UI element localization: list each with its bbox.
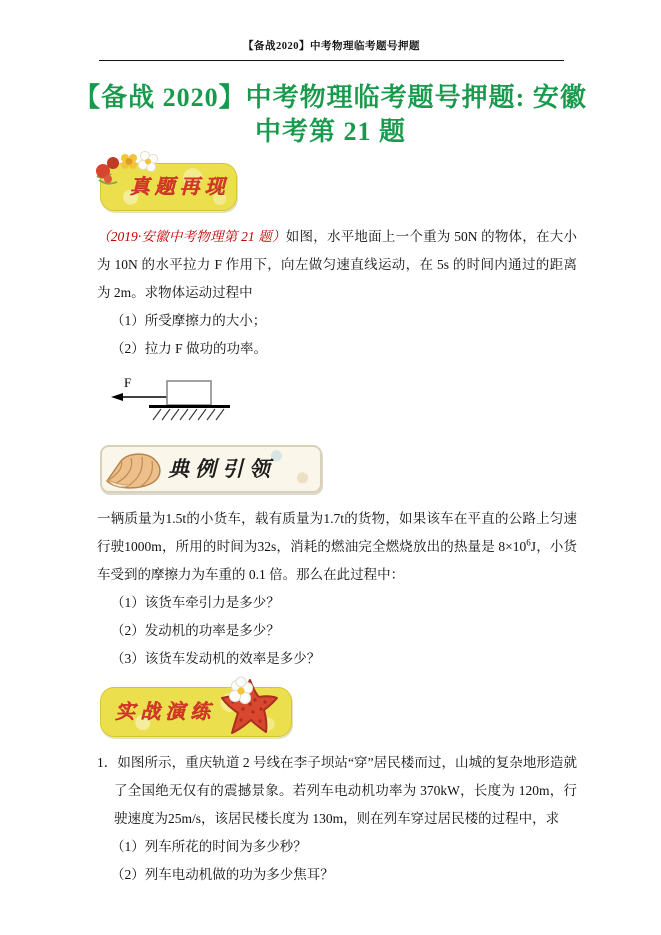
physics-block-diagram xyxy=(109,371,577,435)
dianli-body-text-1: 一辆质量为1.5t的小货车，载有质量为1.7t的货物，如果该车在平直的公路上匀速行驶1000m，所用的时间为32s，消耗的燃油完全燃烧放出的热量是 8×10 xyxy=(97,511,577,554)
zhenti-question-2: （2）拉力 F 做功的功率。 xyxy=(111,341,268,356)
running-header: 【备战2020】中考物理临考题号押题 xyxy=(99,38,564,61)
shizhan-question-2: （2）列车电动机做的功为多少焦耳？ xyxy=(111,867,334,882)
shizhan-question-1: （1）列车所花的时间为多少秒？ xyxy=(111,839,307,854)
dianli-body-text-2: J，小货车受到的摩擦力为车重的 0.1 倍。那么在此过程中： xyxy=(97,539,577,582)
starfish-icon xyxy=(213,676,287,758)
shizhan-paragraph: 1．如图所示，重庆轨道 2 号线在李子坝站“穿”居民楼而过，山城的复杂地形造就了全国绝无仅有的震撼景象。若列车电动机功率为 370kW，长度为 120m，行驶速度为25m/s，该居民楼长度为 130m，则在列车穿过居民楼的过程中，求 xyxy=(97,755,577,826)
dianli-question-2: （2）发动机的功率是多少？ xyxy=(111,623,280,638)
banner-zhenti-label: 真题再现 xyxy=(129,176,230,198)
dianli-question-3: （3）该货车发动机的效率是多少？ xyxy=(111,651,321,666)
page-title: 【备战 2020】中考物理临考题号押题: 安徽中考第 21 题 xyxy=(74,83,587,146)
content-column xyxy=(97,163,577,889)
zhenti-question-1: （1）所受摩擦力的大小； xyxy=(111,313,267,328)
block-rect xyxy=(167,381,211,405)
banner-shizhan xyxy=(100,687,292,737)
dianli-paragraph xyxy=(97,505,577,589)
force-label: F xyxy=(124,375,132,390)
banner-dianli xyxy=(100,445,322,493)
zhenti-body-text: 如图，水平地面上一个重为 50N 的物体，在大小为 10N 的水平拉力 F 作用下，向左做匀速直线运动，在 5s 的时间内通过的距离为 2m。求物体运动过程中 xyxy=(97,229,578,300)
banner-shizhan-label: 实战演练 xyxy=(115,701,215,723)
force-arrowhead xyxy=(111,393,123,401)
banner-zhenti xyxy=(100,163,237,211)
flower-icon xyxy=(93,150,165,200)
exam-source-tag: （2019·安徽中考物理第 21 题） xyxy=(97,229,286,244)
exponent: 6 xyxy=(526,537,531,548)
shell-icon xyxy=(104,449,166,503)
zhenti-paragraph xyxy=(97,223,577,307)
ground-hatching xyxy=(153,409,224,420)
dianli-question-1: （1）该货车牵引力是多少？ xyxy=(111,595,280,610)
banner-dianli-label: 典例引领 xyxy=(168,457,276,481)
